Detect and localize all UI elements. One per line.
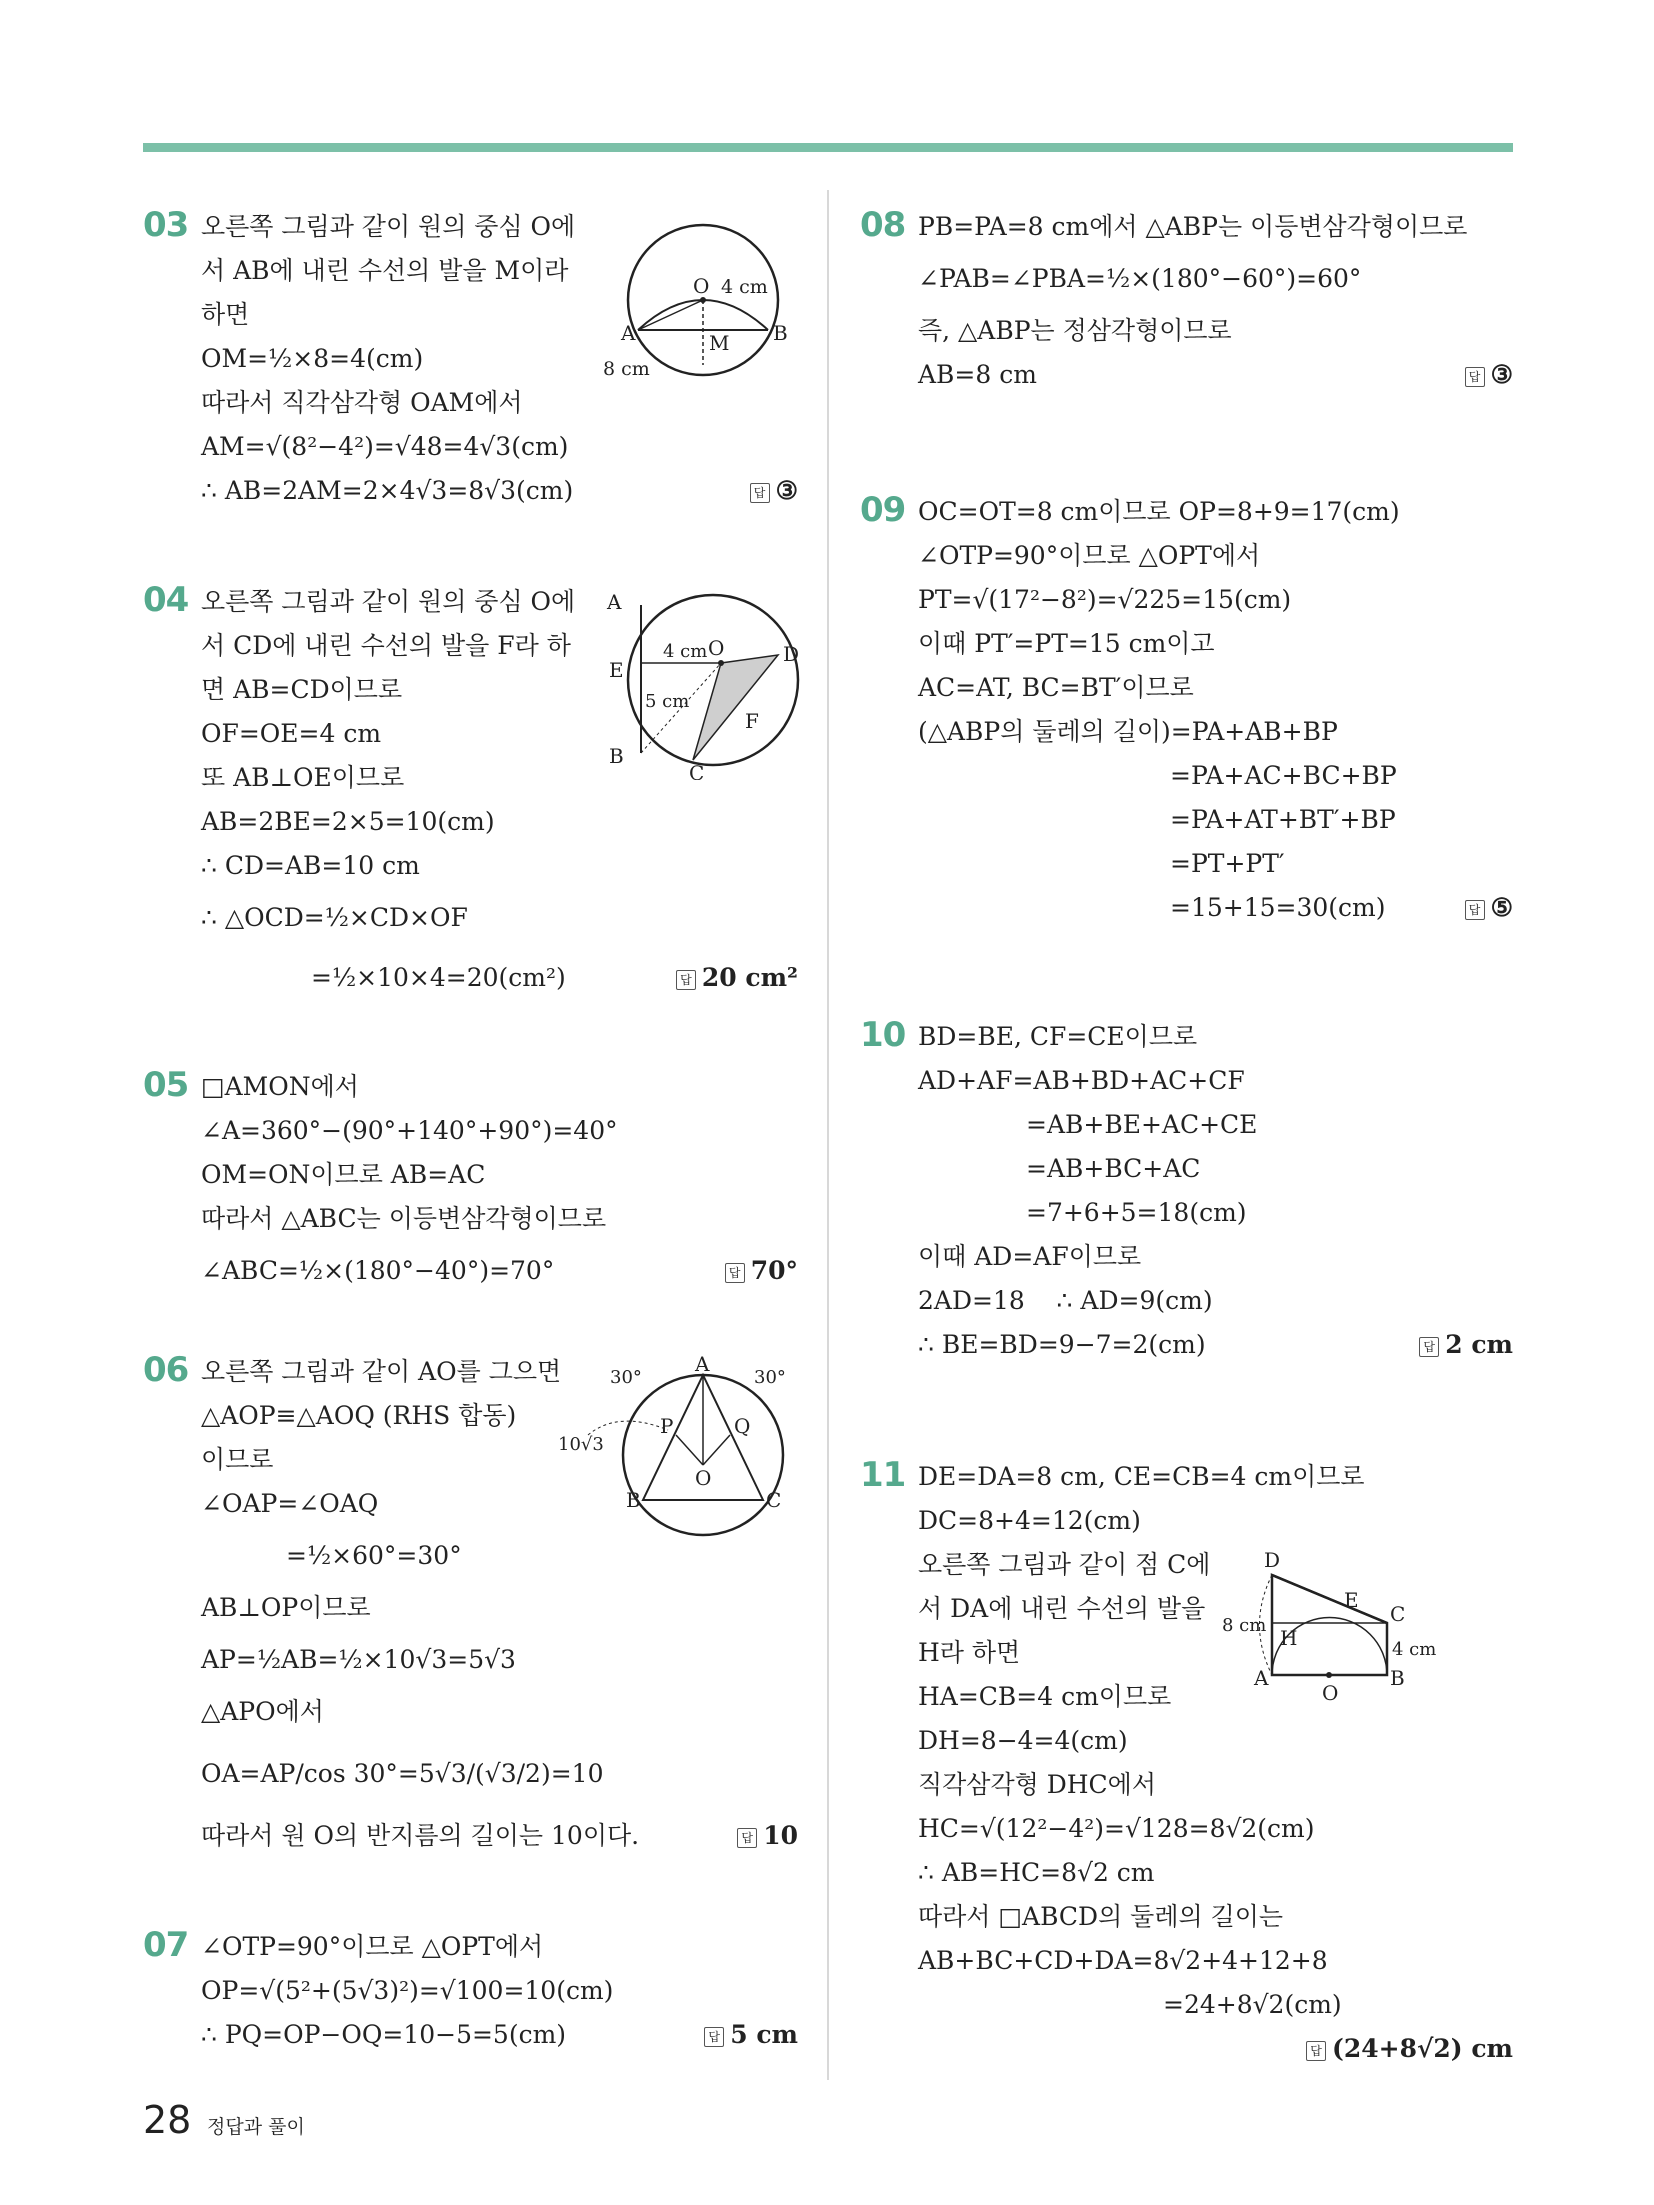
solution-line: 면 AB=CD이므로 [201,675,403,704]
solution-line: =AB+BE+AC+CE [1026,1110,1258,1139]
diagram-label: A [607,590,622,614]
solution-line: 또 AB⊥OE이므로 [201,763,405,792]
diagram-label: 8 cm [1222,1615,1267,1636]
solution-line: 이때 AD=AF이므로 [918,1242,1142,1271]
diagram-label: A [695,1355,710,1376]
solution-line: ∴ CD=AB=10 cm [201,851,420,880]
solution-line-text: ∴ AB=2AM=2×4√3=8√3(cm) [201,476,574,505]
solution-line: BD=BE, CF=CE이므로 [918,1022,1198,1051]
solution-body [201,1925,798,2057]
solution-line: 직각삼각형 DHC에서 [918,1770,1156,1799]
solution-line: AB⊥OP이므로 [201,1593,371,1622]
solution-line-text: =½×10×4=20(cm²) [311,963,566,992]
problem-number: 09 [860,490,906,530]
solution-line: (△ABP의 둘레의 길이)=PA+AB+BP [918,717,1338,746]
solution-line: 따라서 △ABC는 이등변삼각형이므로 [201,1204,607,1233]
diagram-label: B [1390,1666,1405,1690]
problem-number: 04 [143,580,189,620]
diagram-label: 4 cm [663,641,708,662]
diagram-label: H [1280,1626,1298,1650]
solution-line: OM=½×8=4(cm) [201,344,424,373]
solution-line: △APO에서 [201,1697,324,1726]
diagram-label: E [1344,1588,1359,1612]
answer-value: ③ [1490,360,1513,389]
solution-body [918,1015,1513,1367]
answer [1465,886,1513,930]
diagram-label: 10√3 [558,1434,604,1455]
diagram-11 [1222,1545,1472,1715]
solution-body [918,205,1513,397]
problem-number: 10 [860,1015,906,1055]
answer-value: ③ [775,476,798,505]
diagram-label: D [1264,1548,1281,1572]
answer-icon: 답 [1419,1337,1439,1357]
answer-value: ⑤ [1490,893,1513,922]
diagram-label: M [709,331,730,355]
answer [704,2013,798,2057]
answer-icon: 답 [737,1828,757,1848]
diagram-label: E [609,658,624,682]
diagram-label: A [1254,1666,1269,1690]
solution-body [201,1065,798,1301]
diagram-label: D [783,642,800,666]
diagram-label: C [766,1488,782,1512]
solution-line: =AB+BC+AC [1026,1154,1201,1183]
page-footer-label: 정답과 풀이 [207,2116,305,2138]
top-accent-bar [143,143,1513,152]
solution-line: =PA+AT+BT′+BP [1170,805,1396,834]
solution-line [918,2027,1513,2071]
solution-line-text: ∴ BE=BD=9−7=2(cm) [918,1330,1206,1359]
solution-line: ∠OTP=90°이므로 △OPT에서 [918,541,1261,570]
answer-value: 5 cm [730,2020,798,2049]
answer-icon: 답 [1465,367,1485,387]
solution-line: 따라서 직각삼각형 OAM에서 [201,388,523,417]
solution-line: PB=PA=8 cm에서 △ABP는 이등변삼각형이므로 [918,212,1468,241]
answer-value: (24+8√2) cm [1332,2034,1513,2063]
solution-line: ∠OAP=∠OAQ [201,1489,379,1518]
solution-line-text: ∠ABC=½×(180°−40°)=70° [201,1256,555,1285]
solution-line: HA=CB=4 cm이므로 [918,1682,1172,1711]
solution-line: OA=AP/cos 30°=5√3/(√3/2)=10 [201,1759,604,1788]
solution-body [918,490,1513,930]
solution-line: =½×60°=30° [286,1541,462,1570]
answer-icon: 답 [725,1263,745,1283]
answer-value: 2 cm [1445,1330,1513,1359]
solution-line: DH=8−4=4(cm) [918,1726,1128,1755]
diagram-label: O [1322,1681,1339,1705]
solution-line [201,1814,798,1858]
solution-line: ∴ △OCD=½×CD×OF [201,903,468,932]
diagram-label: O [695,1466,712,1490]
diagram-label: B [773,321,788,345]
problem-number: 11 [860,1455,906,1495]
solution-line: 서 AB에 내린 수선의 발을 M이라 [201,256,569,285]
solution-line: 오른쪽 그림과 같이 점 C에 [918,1550,1211,1579]
solution-line: ∠A=360°−(90°+140°+90°)=40° [201,1116,618,1145]
column-divider [827,190,829,2080]
diagram-label: C [689,761,705,780]
diagram-label: C [1390,1602,1406,1626]
solution-line [918,886,1513,930]
answer-icon: 답 [676,970,696,990]
answer [750,469,798,513]
answer [1306,2027,1513,2071]
solution-line: AM=√(8²−4²)=√48=4√3(cm) [201,432,569,461]
diagram-label: F [745,709,759,733]
solution-line: 오른쪽 그림과 같이 원의 중심 O에 [201,212,576,241]
solution-line: 2AD=18 ∴ AD=9(cm) [918,1286,1213,1315]
diagram-label: Q [734,1414,751,1438]
solution-line: △AOP≡△AOQ (RHS 합동) [201,1401,517,1430]
solution-line [201,2013,798,2057]
answer [1465,353,1513,397]
solution-line: AD+AF=AB+BD+AC+CF [918,1066,1245,1095]
solution-line: ∴ AB=HC=8√2 cm [918,1858,1155,1887]
solution-line: AB=2BE=2×5=10(cm) [201,807,495,836]
solution-line [918,353,1513,397]
diagram-label: 30° [754,1367,786,1388]
solution-line-text: 따라서 원 O의 반지름의 길이는 10이다. [201,1821,640,1850]
problem-number: 07 [143,1925,189,1965]
solution-line: ∠PAB=∠PBA=½×(180°−60°)=60° [918,264,1362,293]
solution-line: =24+8√2(cm) [1163,1990,1342,2019]
solution-line: =7+6+5=18(cm) [1026,1198,1247,1227]
solution-line: =PT+PT′ [1170,849,1285,878]
answer-icon: 답 [1306,2041,1326,2061]
solution-line: 하면 [201,300,250,329]
answer-value: 20 cm² [701,963,798,992]
diagram-label: 8 cm [603,358,650,380]
diagram-label: O [693,274,710,298]
solution-line: DC=8+4=12(cm) [918,1506,1141,1535]
solution-line: ∠OTP=90°이므로 △OPT에서 [201,1932,544,1961]
solution-line: PT=√(17²−8²)=√225=15(cm) [918,585,1292,614]
answer-icon: 답 [750,483,770,503]
answer-icon: 답 [1465,900,1485,920]
diagram-label: A [621,321,636,345]
solution-line: AC=AT, BC=BT′이므로 [918,673,1194,702]
solution-line: H라 하면 [918,1638,1021,1667]
solution-line-text: =15+15=30(cm) [1170,893,1386,922]
solution-line: □AMON에서 [201,1072,359,1101]
problem-number: 03 [143,205,189,245]
solution-line: OM=ON이므로 AB=AC [201,1160,486,1189]
diagram-label: B [626,1488,641,1512]
diagram-06 [558,1355,803,1540]
page-number: 28 [143,2098,192,2142]
solution-line [201,1241,798,1301]
diagram-label: 4 cm [721,276,768,298]
solution-line: DE=DA=8 cm, CE=CB=4 cm이므로 [918,1462,1365,1491]
answer [737,1814,798,1858]
diagram-label: 4 cm [1392,1639,1437,1660]
problem-number: 05 [143,1065,189,1105]
answer [676,948,798,1008]
answer [725,1241,798,1301]
solution-line: OF=OE=4 cm [201,719,382,748]
solution-line: AP=½AB=½×10√3=5√3 [201,1645,516,1674]
solution-line: 이때 PT′=PT=15 cm이고 [918,629,1215,658]
solution-line-text: ∴ PQ=OP−OQ=10−5=5(cm) [201,2020,567,2049]
diagram-label: 5 cm [645,691,690,712]
solution-line: 따라서 □ABCD의 둘레의 길이는 [918,1902,1284,1931]
solution-line: 오른쪽 그림과 같이 AO를 그으면 [201,1357,562,1386]
solution-line: 즉, △ABP는 정삼각형이므로 [918,316,1232,345]
solution-line: HC=√(12²−4²)=√128=8√2(cm) [918,1814,1315,1843]
answer-value: 10 [763,1821,798,1850]
solution-line: 서 CD에 내린 수선의 발을 F라 하 [201,631,571,660]
answer-icon: 답 [704,2027,724,2047]
solution-line: OP=√(5²+(5√3)²)=√100=10(cm) [201,1976,614,2005]
solution-line: 오른쪽 그림과 같이 원의 중심 O에 [201,587,576,616]
solution-line-text: AB=8 cm [918,360,1037,389]
solution-line: OC=OT=8 cm이므로 OP=8+9=17(cm) [918,497,1400,526]
problem-number: 06 [143,1350,189,1390]
diagram-label: 30° [610,1367,642,1388]
diagram-03 [603,215,803,385]
answer-value: 70° [750,1256,798,1285]
diagram-04 [593,585,803,780]
solution-line [918,1323,1513,1367]
solution-line: AB+BC+CD+DA=8√2+4+12+8 [918,1946,1328,1975]
problem-number: 08 [860,205,906,245]
solution-line: 서 DA에 내린 수선의 발을 [918,1594,1206,1623]
solution-line [201,469,798,513]
answer [1419,1323,1513,1367]
diagram-label: B [609,744,624,768]
solution-line: =PA+AC+BC+BP [1170,761,1397,790]
solution-line [201,948,798,1008]
diagram-label: O [708,636,725,660]
diagram-label: P [660,1414,674,1438]
solution-line: 이므로 [201,1445,274,1474]
